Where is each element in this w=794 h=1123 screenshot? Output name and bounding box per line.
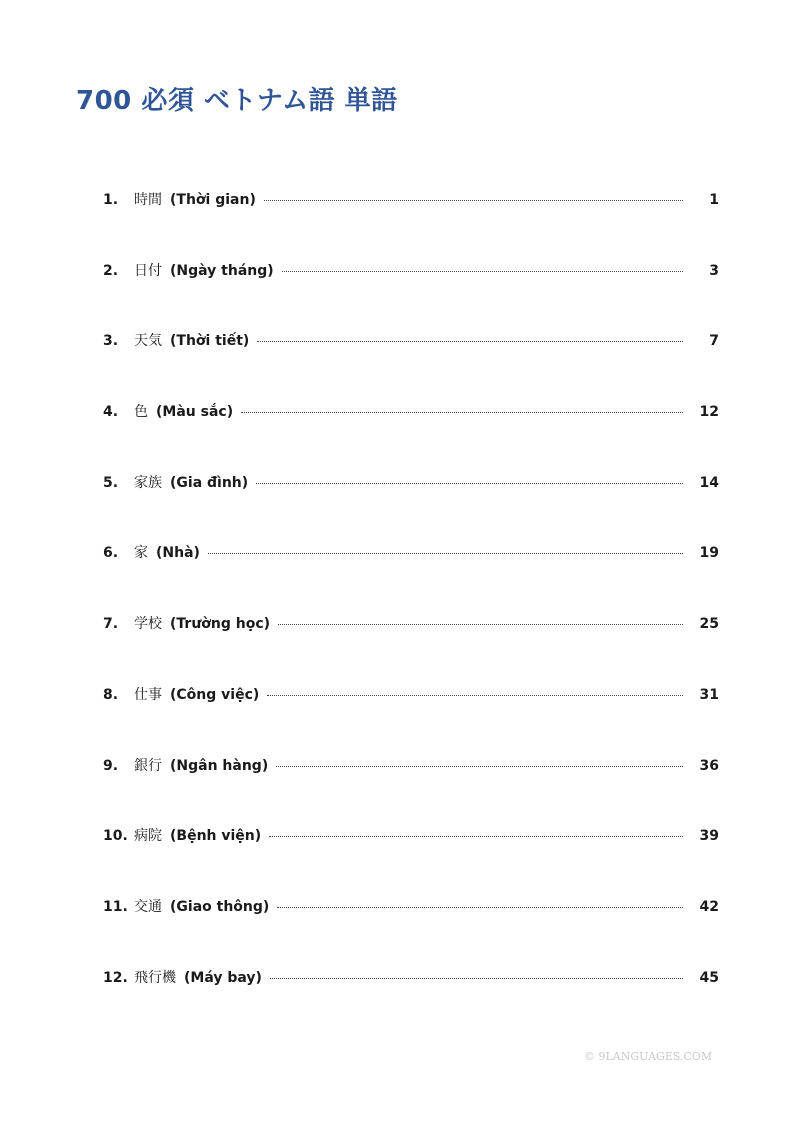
- toc-entry-vietnamese: (Giao thông): [170, 898, 270, 915]
- toc-dot-leader: [270, 978, 683, 979]
- toc-entry[interactable]: [103, 896, 719, 967]
- toc-entry-page: 19: [699, 545, 719, 562]
- toc-dot-leader: [277, 907, 683, 908]
- toc-entry[interactable]: [103, 755, 719, 826]
- toc-entry[interactable]: [103, 330, 719, 401]
- toc-entry-vietnamese: (Nhà): [156, 545, 200, 562]
- toc-entry-vietnamese: (Gia đình): [170, 474, 249, 491]
- toc-entry-vietnamese: (Màu sắc): [156, 404, 234, 421]
- toc-dot-leader: [267, 695, 683, 696]
- toc-entry-number: 1.: [103, 192, 119, 208]
- toc-entry[interactable]: [103, 613, 719, 684]
- toc-dot-leader: [208, 553, 683, 554]
- toc-entry-vietnamese: (Công việc): [170, 686, 260, 703]
- toc-entry[interactable]: [103, 260, 719, 331]
- toc-entry-japanese: 交通: [134, 898, 162, 915]
- toc-entry-number: 10.: [103, 828, 128, 845]
- toc-dot-leader: [241, 412, 683, 413]
- toc-entry-number: 9.: [103, 757, 119, 774]
- toc-entry-japanese: 日付: [134, 262, 162, 279]
- toc-entry-japanese: 仕事: [134, 686, 162, 703]
- toc-entry-number: 11.: [103, 898, 128, 915]
- toc-entry[interactable]: [103, 401, 719, 472]
- toc-entry-page: 42: [699, 898, 719, 915]
- toc-entry-japanese: 色: [134, 404, 148, 421]
- toc-entry-vietnamese: (Máy bay): [184, 969, 262, 986]
- toc-entry-vietnamese: (Ngày tháng): [170, 262, 274, 279]
- toc-entry-japanese: 天気: [134, 333, 162, 350]
- toc-entry-page: 31: [699, 686, 719, 703]
- toc-entry-page: 1: [709, 192, 719, 208]
- toc-dot-leader: [276, 766, 683, 767]
- toc-entry-vietnamese: (Thời gian): [170, 192, 256, 208]
- toc-entry-number: 5.: [103, 474, 119, 491]
- toc-entry[interactable]: [103, 684, 719, 755]
- toc-entry[interactable]: [103, 472, 719, 543]
- toc-entry-japanese: 飛行機: [134, 969, 176, 986]
- toc-entry-number: 7.: [103, 616, 119, 633]
- toc-entry-vietnamese: (Bệnh viện): [170, 828, 262, 845]
- toc-entry-japanese: 時間: [134, 192, 162, 208]
- toc-entry-japanese: 病院: [134, 828, 162, 845]
- toc-entry-page: 3: [709, 262, 719, 279]
- toc-entry-vietnamese: (Thời tiết): [170, 333, 250, 350]
- toc-entry[interactable]: [103, 967, 719, 1038]
- toc-dot-leader: [278, 624, 683, 625]
- table-of-contents: [103, 189, 719, 1037]
- toc-entry[interactable]: [103, 542, 719, 613]
- toc-entry-number: 12.: [103, 969, 128, 986]
- toc-dot-leader: [257, 341, 683, 342]
- toc-entry-japanese: 銀行: [134, 757, 162, 774]
- toc-entry-page: 39: [699, 828, 719, 845]
- toc-entry-japanese: 家族: [134, 474, 162, 491]
- page-title: 700 必須 ベトナム語 単語: [76, 86, 398, 116]
- toc-dot-leader: [264, 200, 683, 201]
- toc-entry-vietnamese: (Trường học): [170, 616, 271, 633]
- toc-entry-number: 2.: [103, 262, 119, 279]
- toc-entry-number: 8.: [103, 686, 119, 703]
- toc-entry-page: 45: [699, 969, 719, 986]
- toc-entry-japanese: 学校: [134, 616, 162, 633]
- toc-entry[interactable]: [103, 189, 719, 260]
- toc-entry-japanese: 家: [134, 545, 148, 562]
- toc-entry-vietnamese: (Ngân hàng): [170, 757, 269, 774]
- toc-entry-number: 4.: [103, 404, 119, 421]
- copyright-footer: © 9LANGUAGES.COM: [584, 1050, 713, 1063]
- toc-entry-number: 6.: [103, 545, 119, 562]
- toc-entry-page: 7: [709, 333, 719, 350]
- toc-entry-page: 14: [699, 474, 719, 491]
- toc-entry-page: 36: [699, 757, 719, 774]
- toc-entry-page: 12: [699, 404, 719, 421]
- toc-entry-page: 25: [699, 616, 719, 633]
- toc-entry-number: 3.: [103, 333, 119, 350]
- toc-dot-leader: [256, 483, 683, 484]
- toc-dot-leader: [282, 271, 683, 272]
- toc-entry[interactable]: [103, 825, 719, 896]
- toc-dot-leader: [269, 836, 683, 837]
